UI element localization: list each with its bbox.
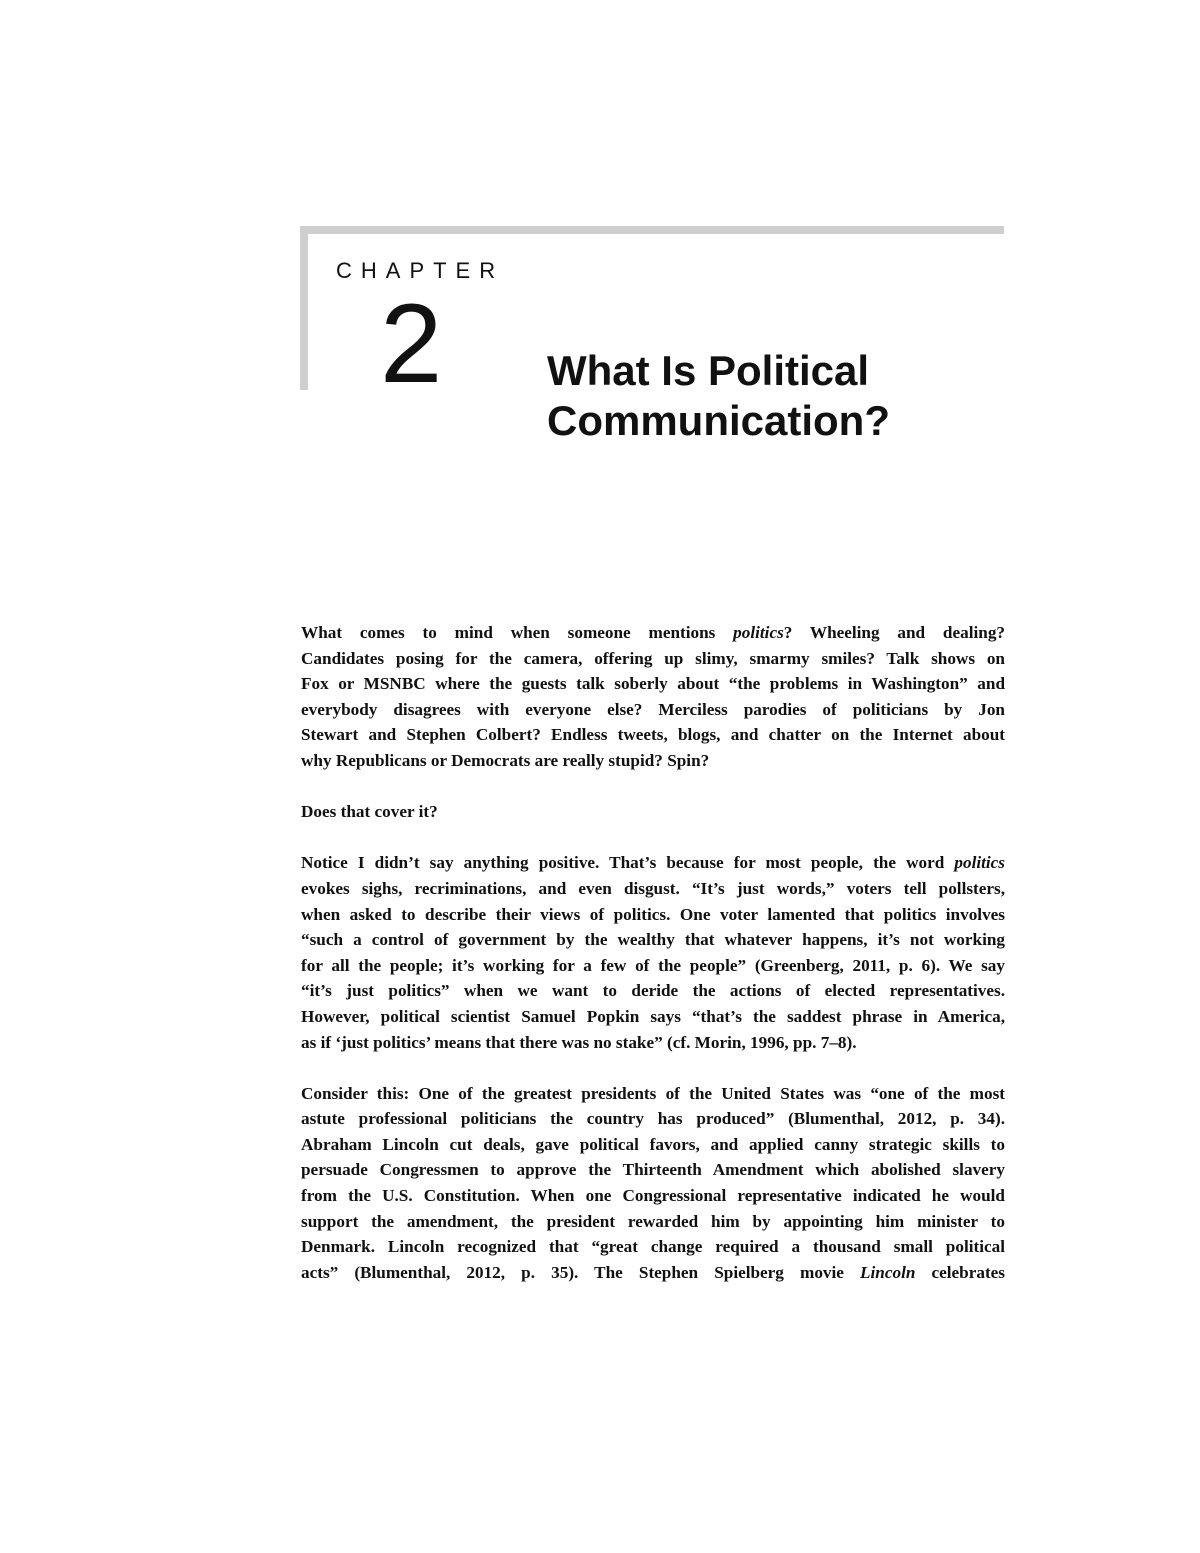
- chapter-frame-top-rule: [300, 226, 1004, 234]
- text-line: Notice I didn’t say anything positive. That’s because for most people, the word politics: [301, 853, 1005, 873]
- text-line: evokes sighs, recriminations, and even disgust. “It’s just words,” voters tell pollsters,: [301, 878, 1005, 898]
- text-line: why Republicans or Democrats are really stupid? Spin?: [301, 750, 710, 770]
- paragraph: [301, 850, 1005, 1055]
- text-line: as if ‘just politics’ means that there was no stake” (cf. Morin, 1996, pp. 7–8).: [301, 1032, 857, 1052]
- chapter-title: [547, 346, 987, 446]
- text-line: everybody disagrees with everyone else? Merciless parodies of politicians by Jon: [301, 699, 1005, 719]
- text-line: astute professional politicians the country has produced” (Blumenthal, 2012, p. 34).: [301, 1109, 1005, 1129]
- text-line: “it’s just politics” when we want to deride the actions of elected representatives.: [301, 981, 1005, 1001]
- text-line: However, political scientist Samuel Popkin says “that’s the saddest phrase in America,: [301, 1006, 1005, 1026]
- italic-term: politics: [733, 623, 784, 642]
- text-line: Does that cover it?: [301, 802, 438, 822]
- text-line: “such a control of government by the wealthy that whatever happens, it’s not working: [301, 930, 1005, 950]
- text-line: Fox or MSNBC where the guests talk soberly about “the problems in Washington” and: [301, 674, 1005, 694]
- text-line: when asked to describe their views of politics. One voter lamented that politics involves: [301, 904, 1005, 924]
- text-line: persuade Congressmen to approve the Thirteenth Amendment which abolished slavery: [301, 1160, 1005, 1180]
- paragraph: [301, 799, 1005, 825]
- body-text: [301, 620, 1005, 1285]
- paragraph: [301, 620, 1005, 774]
- text-line: Denmark. Lincoln recognized that “great change required a thousand small political: [301, 1237, 1005, 1257]
- chapter-number: 2: [380, 281, 443, 406]
- chapter-label: CHAPTER: [336, 258, 505, 283]
- text-line: Stewart and Stephen Colbert? Endless tweets, blogs, and chatter on the Internet about: [301, 725, 1005, 745]
- text-line: acts” (Blumenthal, 2012, p. 35). The Stephen Spielberg movie Lincoln celebrates: [301, 1262, 1005, 1282]
- italic-term: Lincoln: [860, 1262, 916, 1282]
- text-line: support the amendment, the president rewarded him by appointing him minister to: [301, 1211, 1005, 1231]
- text-line: for all the people; it’s working for a few of the people” (Greenberg, 2011, p. 6). We say: [301, 955, 1005, 975]
- chapter-frame-left-rule: [300, 226, 308, 390]
- chapter-title-line-1: What Is Political: [547, 347, 870, 394]
- paragraph: [301, 1081, 1005, 1286]
- text-line: Consider this: One of the greatest presidents of the United States was “one of the most: [301, 1083, 1005, 1103]
- text-line: from the U.S. Constitution. When one Congressional representative indicated he would: [301, 1186, 1005, 1206]
- italic-term: politics: [954, 853, 1005, 873]
- text-line: What comes to mind when someone mentions politics? Wheeling and dealing?: [301, 623, 1006, 642]
- text-line: Abraham Lincoln cut deals, gave political favors, and applied canny strategic skills to: [301, 1134, 1005, 1154]
- text-line: Candidates posing for the camera, offering up slimy, smarmy smiles? Talk shows on: [301, 648, 1005, 668]
- chapter-title-line-2: Communication?: [547, 397, 890, 444]
